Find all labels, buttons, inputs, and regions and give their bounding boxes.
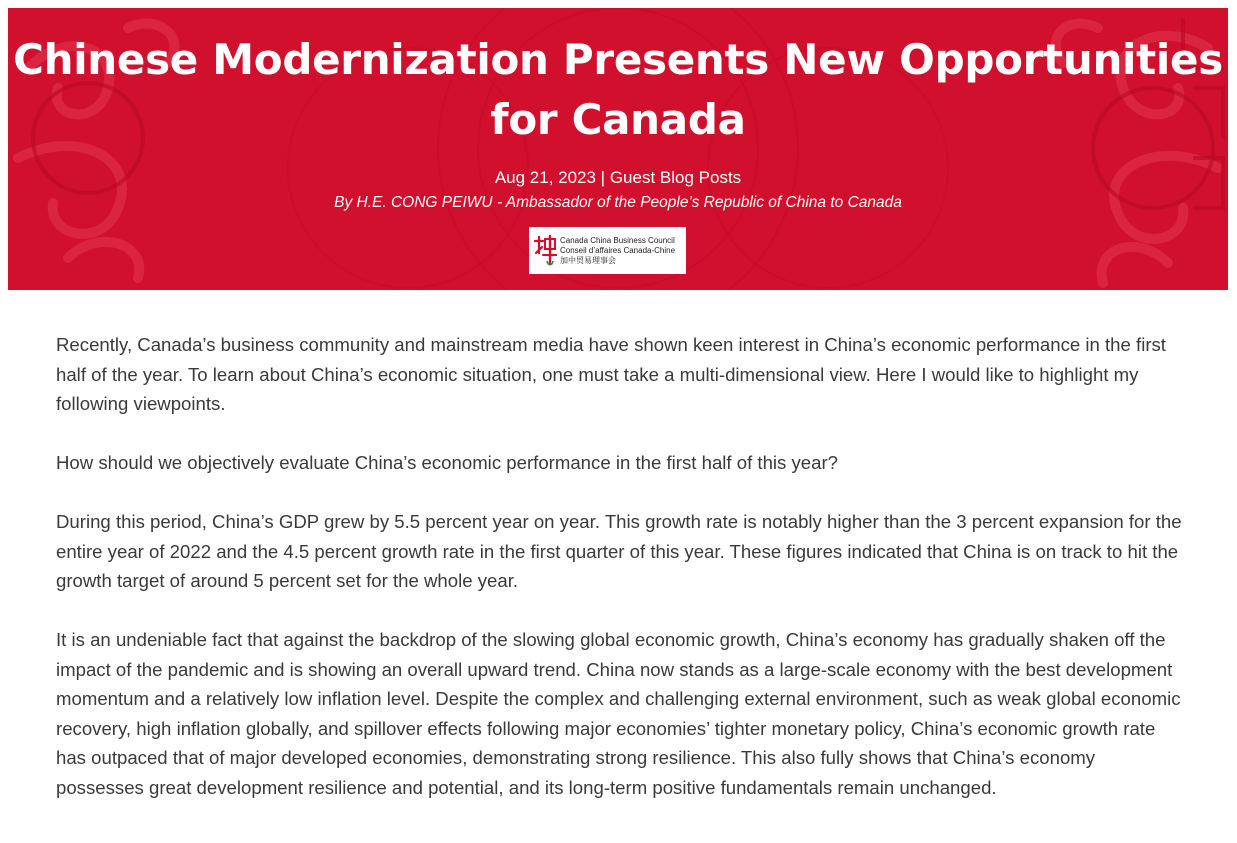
post-byline: By H.E. CONG PEIWU - Ambassador of the People’s Republic of China to Canada bbox=[334, 194, 902, 211]
hero-banner bbox=[8, 8, 1228, 290]
article-body bbox=[56, 330, 1186, 832]
page-title: Chinese Modernization Presents New Opportunities for Canada bbox=[13, 35, 1223, 144]
article-paragraph: It is an undeniable fact that against the backdrop of the slowing global economic growth, China’s economy has gradually shaken off the impact of the pandemic and is showing an overall upward trend. China now stands as a large-scale economy with the best development momentum and a relatively low inflation level. Despite the complex and challenging external environment, such as weak global economic recovery, high inflation globally, and spillover effects following major economies’ tighter monetary policy, China’s economic growth rate has outpaced that of major developed economies, demonstrating strong resilience. This also fully shows that China’s economy possesses great development resilience and potential, and its long-term positive fundamentals remain unchanged. bbox=[56, 629, 1181, 798]
logo-line-chinese: 加中贸易理事会 bbox=[560, 255, 616, 265]
article-paragraph: Recently, Canada’s business community and mainstream media have shown keen interest in China’s economic performance in the first half of the year. To learn about China’s economic situation, one must take a multi-dimensional view. Here I would like to highlight my following viewpoints. bbox=[56, 334, 1166, 414]
ccbc-logo-icon bbox=[533, 233, 557, 269]
article-paragraph: How should we objectively evaluate China’s economic performance in the first half of this year? bbox=[56, 452, 839, 473]
post-meta: Aug 21, 2023 | Guest Blog Posts bbox=[494, 168, 742, 187]
article-paragraph: During this period, China’s GDP grew by 5.5 percent year on year. This growth rate is notably higher than the 3 percent expansion for the entire year of 2022 and the 4.5 percent growth rate in the first quarter of this year. These figures indicated that China is on track to hit the growth target of around 5 percent set for the whole year. bbox=[56, 511, 1182, 591]
logo-line-english: Canada China Business Council bbox=[560, 235, 675, 245]
logo-line-french: Conseil d’affaires Canada-Chine bbox=[560, 245, 676, 255]
ccbc-logo bbox=[529, 227, 686, 274]
